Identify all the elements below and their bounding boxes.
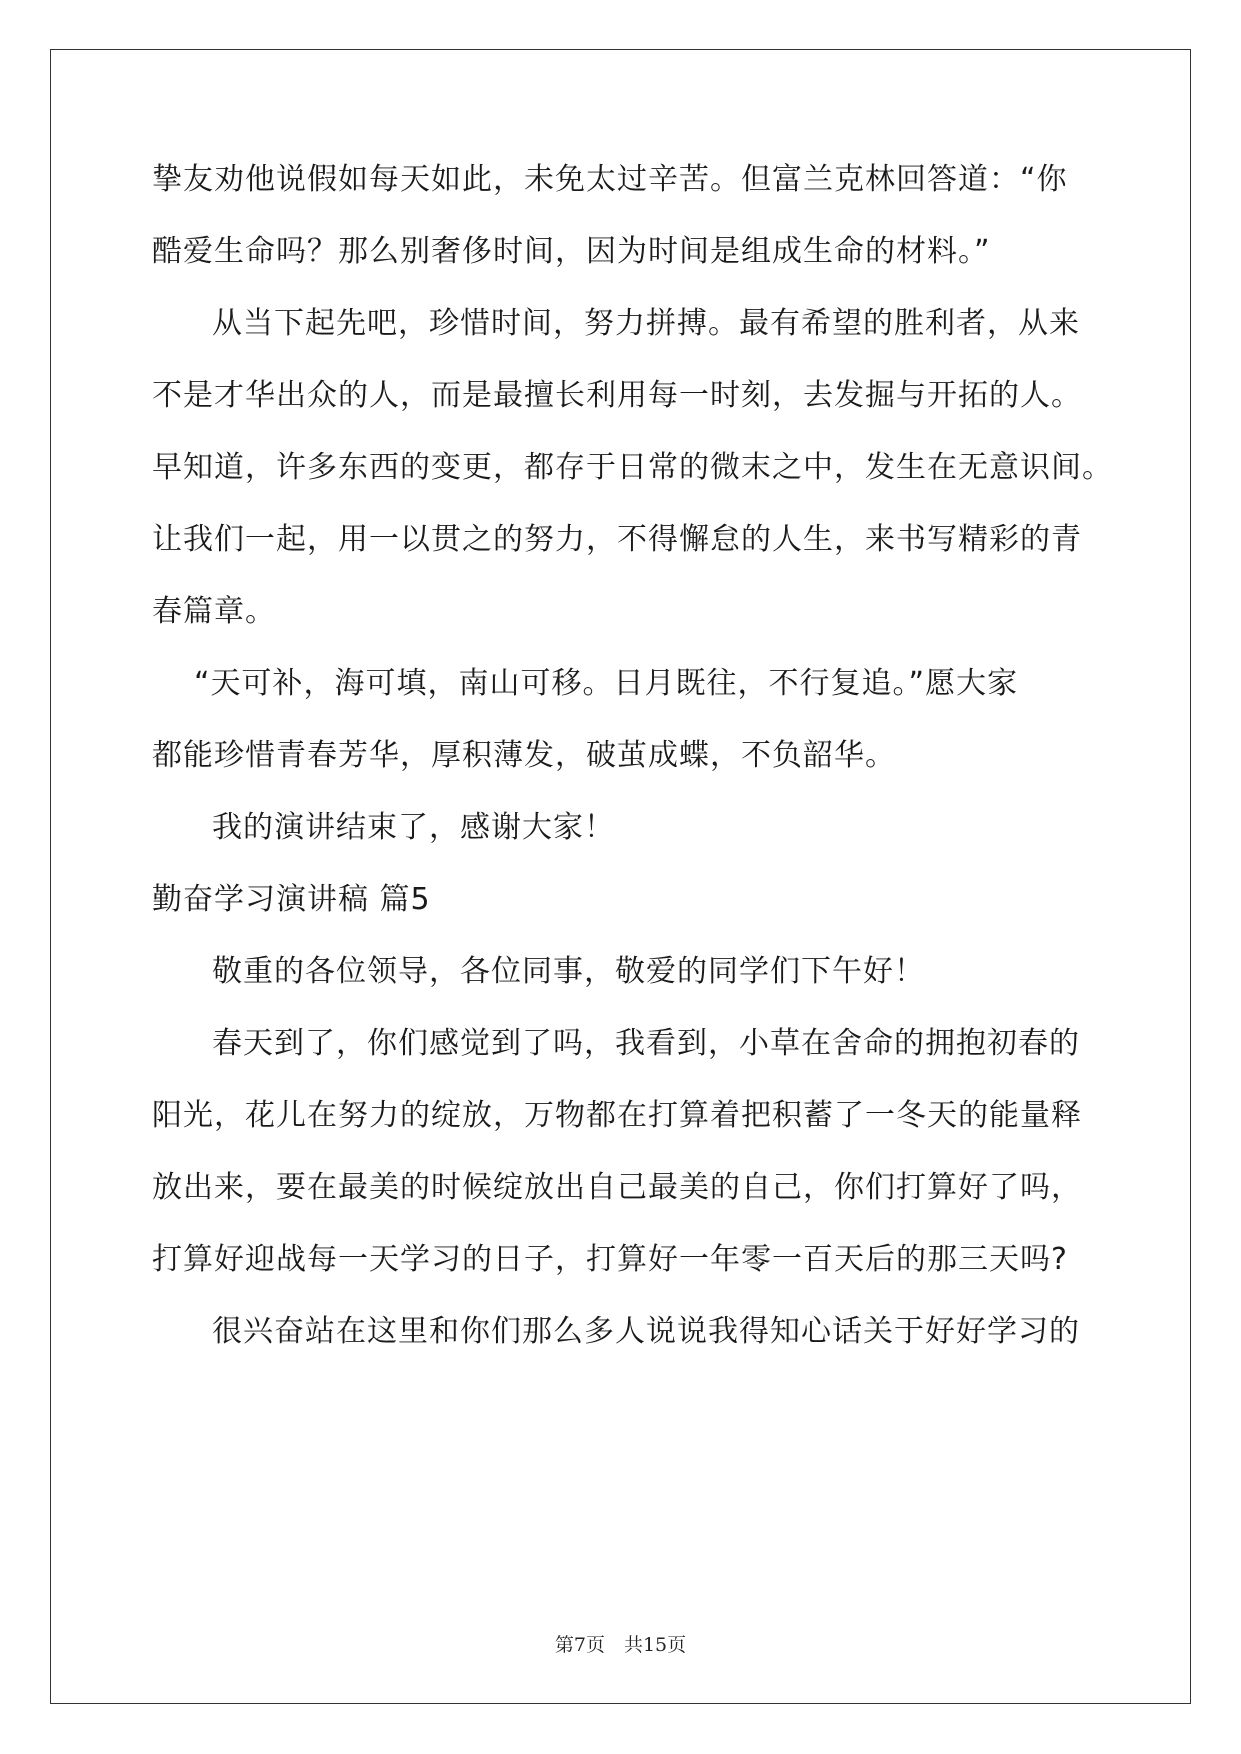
text-line: 春篇章。 [152, 594, 276, 629]
quote-paragraph-start: “天可补，海可填，南山可移。日月既往，不行复追。”愿大家 [194, 666, 1019, 701]
text-line: 让我们一起，用一以贯之的努力，不得懈怠的人生，来书写精彩的青 [152, 522, 1082, 557]
page-number: 第7页 共15页 [554, 1634, 687, 1656]
text-line: 阳光，花儿在努力的绽放，万物都在打算着把积蓄了一冬天的能量释 [152, 1098, 1082, 1133]
paragraph-start: 我的演讲结束了，感谢大家！ [212, 810, 615, 845]
text-line: 酷爱生命吗？那么别奢侈时间，因为时间是组成生命的材料。” [152, 234, 991, 269]
section-heading: 勤奋学习演讲稿 篇5 [152, 882, 431, 917]
text-line: 都能珍惜青春芳华，厚积薄发，破茧成蝶，不负韶华。 [152, 738, 896, 773]
text-line: 早知道，许多东西的变更，都存于日常的微末之中，发生在无意识间。 [152, 450, 1113, 485]
text-line: 放出来，要在最美的时候绽放出自己最美的自己，你们打算好了吗， [152, 1170, 1082, 1205]
paragraph-start: 敬重的各位领导，各位同事，敬爱的同学们下午好！ [212, 954, 925, 989]
text-line: 挚友劝他说假如每天如此，未免太过辛苦。但富兰克林回答道：“你 [152, 162, 1068, 197]
paragraph-start: 从当下起先吧，珍惜时间，努力拼搏。最有希望的胜利者，从来 [212, 306, 1080, 341]
page-border [50, 49, 1191, 1704]
text-line: 打算好迎战每一天学习的日子，打算好一年零一百天后的那三天吗? [152, 1242, 1068, 1277]
paragraph-start: 很兴奋站在这里和你们那么多人说说我得知心话关于好好学习的 [212, 1314, 1080, 1349]
text-line: 不是才华出众的人，而是最擅长利用每一时刻，去发掘与开拓的人。 [152, 378, 1082, 413]
paragraph-start: 春天到了，你们感觉到了吗，我看到，小草在舍命的拥抱初春的 [212, 1026, 1080, 1061]
